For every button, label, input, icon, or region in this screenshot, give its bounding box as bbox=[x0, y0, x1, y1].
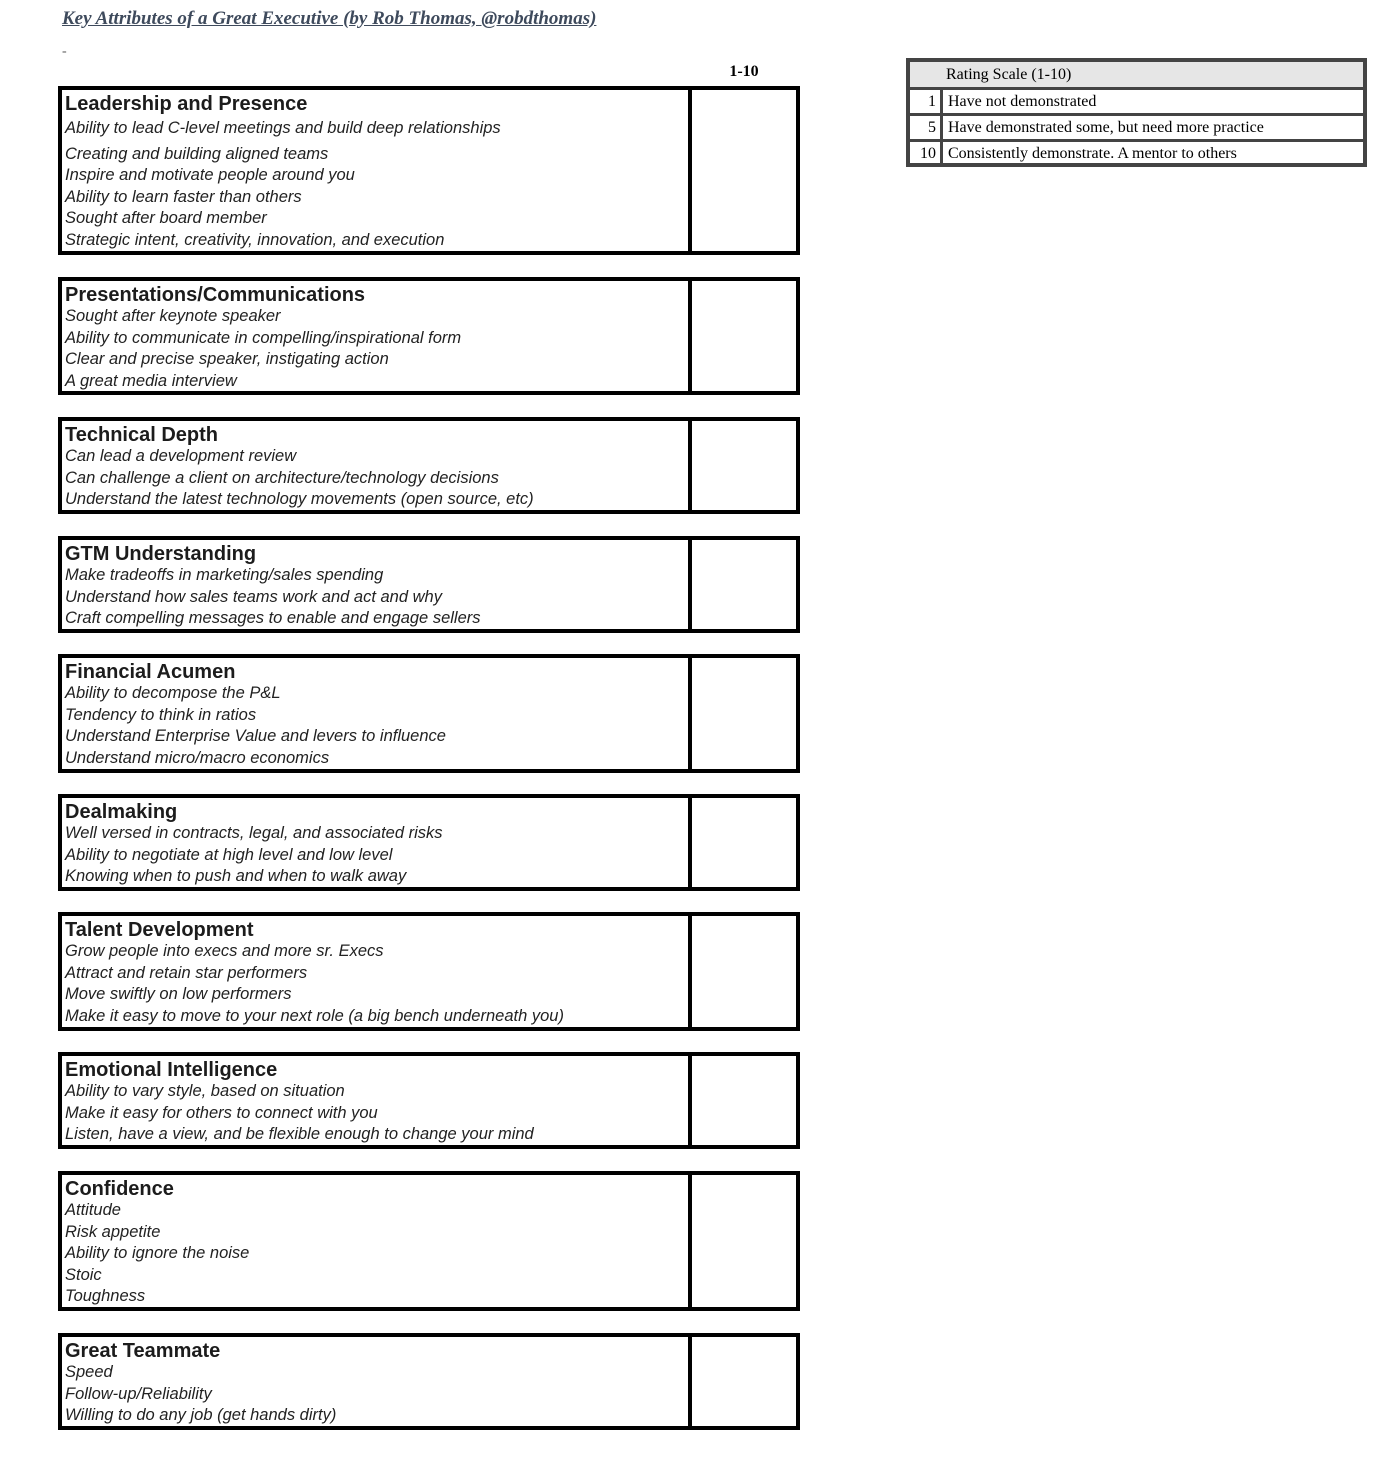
section-item: Craft compelling messages to enable and engage sellers bbox=[65, 609, 481, 627]
section-item: Ability to communicate in compelling/inspirational form bbox=[65, 328, 462, 347]
section-title: Great Teammate bbox=[65, 1340, 221, 1362]
section-item: Strategic intent, creativity, innovation, and execution bbox=[65, 230, 445, 249]
section-content bbox=[62, 421, 688, 510]
section-item: Stoic bbox=[65, 1265, 102, 1284]
score-input-box[interactable] bbox=[688, 916, 796, 1027]
section-item: Move swiftly on low performers bbox=[65, 985, 292, 1003]
legend-value: 10 bbox=[910, 142, 943, 165]
section-item: Attitude bbox=[65, 1201, 121, 1219]
section-item: Ability to decompose the P&L bbox=[65, 684, 281, 702]
section-item: Understand how sales teams work and act and why bbox=[65, 587, 442, 606]
attribute-section-confidence bbox=[58, 1171, 800, 1311]
legend-row bbox=[910, 142, 1363, 165]
section-content bbox=[62, 916, 688, 1027]
score-input-box[interactable] bbox=[688, 658, 796, 769]
section-content bbox=[62, 540, 688, 629]
attribute-section-communications bbox=[58, 277, 800, 395]
score-input-box[interactable] bbox=[688, 1337, 796, 1426]
score-input-box[interactable] bbox=[688, 540, 796, 629]
legend-value: 5 bbox=[910, 116, 943, 139]
section-item: Listen, have a view, and be flexible enough to change your mind bbox=[65, 1125, 534, 1143]
section-content bbox=[62, 90, 688, 251]
section-title: Technical Depth bbox=[65, 424, 218, 446]
section-item: Make tradeoffs in marketing/sales spending bbox=[65, 566, 384, 584]
section-content bbox=[62, 1175, 688, 1307]
attribute-section-emotional-intelligence bbox=[58, 1052, 800, 1149]
section-title: GTM Understanding bbox=[65, 543, 257, 565]
section-title: Leadership and Presence bbox=[65, 93, 308, 115]
score-input-box[interactable] bbox=[688, 281, 796, 391]
section-item: Understand micro/macro economics bbox=[65, 748, 330, 767]
dash-mark: - bbox=[62, 44, 67, 59]
legend-label: Consistently demonstrate. A mentor to others bbox=[948, 145, 1237, 162]
section-content bbox=[62, 658, 688, 769]
section-item: Ability to ignore the noise bbox=[65, 1244, 250, 1262]
legend-label: Have not demonstrated bbox=[948, 93, 1097, 110]
section-content bbox=[62, 1337, 688, 1426]
section-title: Financial Acumen bbox=[65, 661, 236, 683]
score-input-box[interactable] bbox=[688, 798, 796, 887]
section-content bbox=[62, 798, 688, 887]
section-item: Risk appetite bbox=[65, 1222, 161, 1241]
section-item: A great media interview bbox=[65, 371, 237, 390]
legend-row bbox=[910, 116, 1363, 142]
section-item: Understand Enterprise Value and levers to influence bbox=[65, 727, 446, 745]
score-input-box[interactable] bbox=[688, 1175, 796, 1307]
legend-row bbox=[910, 90, 1363, 116]
section-item: Creating and building aligned teams bbox=[65, 144, 329, 163]
section-item: Ability to vary style, based on situation bbox=[65, 1082, 345, 1100]
attribute-section-technical-depth bbox=[58, 417, 800, 514]
section-item: Make it easy for others to connect with you bbox=[65, 1103, 378, 1122]
section-item: Knowing when to push and when to walk away bbox=[65, 867, 407, 885]
score-input-box[interactable] bbox=[688, 421, 796, 510]
section-title: Confidence bbox=[65, 1178, 174, 1200]
section-title: Presentations/Communications bbox=[65, 284, 366, 306]
section-item: Sought after keynote speaker bbox=[65, 307, 281, 325]
legend-value: 1 bbox=[910, 90, 943, 113]
attribute-section-gtm bbox=[58, 536, 800, 633]
section-title: Talent Development bbox=[65, 919, 254, 941]
section-item: Follow-up/Reliability bbox=[65, 1384, 212, 1403]
section-item: Understand the latest technology movements (open source, etc) bbox=[65, 490, 534, 508]
score-column-header: 1-10 bbox=[729, 63, 759, 80]
section-item: Grow people into execs and more sr. Execs bbox=[65, 942, 384, 960]
section-item: Ability to learn faster than others bbox=[65, 187, 302, 206]
section-item: Sought after board member bbox=[65, 209, 267, 227]
score-input-box[interactable] bbox=[688, 90, 796, 251]
page-title: Key Attributes of a Great Executive (by Rob Thomas, @robdthomas) bbox=[62, 8, 597, 29]
score-input-box[interactable] bbox=[688, 1056, 796, 1145]
section-item: Willing to do any job (get hands dirty) bbox=[65, 1406, 337, 1424]
attribute-section-financial bbox=[58, 654, 800, 773]
attribute-section-dealmaking bbox=[58, 794, 800, 891]
section-item: Can lead a development review bbox=[65, 447, 297, 465]
section-item: Ability to lead C-level meetings and build deep relationships bbox=[65, 119, 501, 137]
section-item: Can challenge a client on architecture/technology decisions bbox=[65, 468, 499, 487]
section-title: Emotional Intelligence bbox=[65, 1059, 278, 1081]
section-item: Clear and precise speaker, instigating action bbox=[65, 350, 389, 368]
attribute-section-leadership bbox=[58, 86, 800, 255]
attribute-section-teammate bbox=[58, 1333, 800, 1430]
legend-label: Have demonstrated some, but need more practice bbox=[948, 119, 1264, 136]
section-item: Make it easy to move to your next role (a big bench underneath you) bbox=[65, 1006, 564, 1025]
section-content bbox=[62, 1056, 688, 1145]
section-item: Ability to negotiate at high level and low level bbox=[65, 845, 393, 864]
rating-scale-legend bbox=[906, 58, 1367, 167]
section-content bbox=[62, 281, 688, 391]
section-item: Tendency to think in ratios bbox=[65, 705, 257, 724]
legend-header: Rating Scale (1-10) bbox=[910, 62, 1363, 90]
section-item: Inspire and motivate people around you bbox=[65, 166, 355, 184]
section-item: Speed bbox=[65, 1363, 113, 1381]
section-item: Well versed in contracts, legal, and associated risks bbox=[65, 824, 443, 842]
attribute-section-talent bbox=[58, 912, 800, 1031]
section-item: Attract and retain star performers bbox=[65, 963, 308, 982]
section-title: Dealmaking bbox=[65, 801, 178, 823]
section-item: Toughness bbox=[65, 1287, 146, 1305]
